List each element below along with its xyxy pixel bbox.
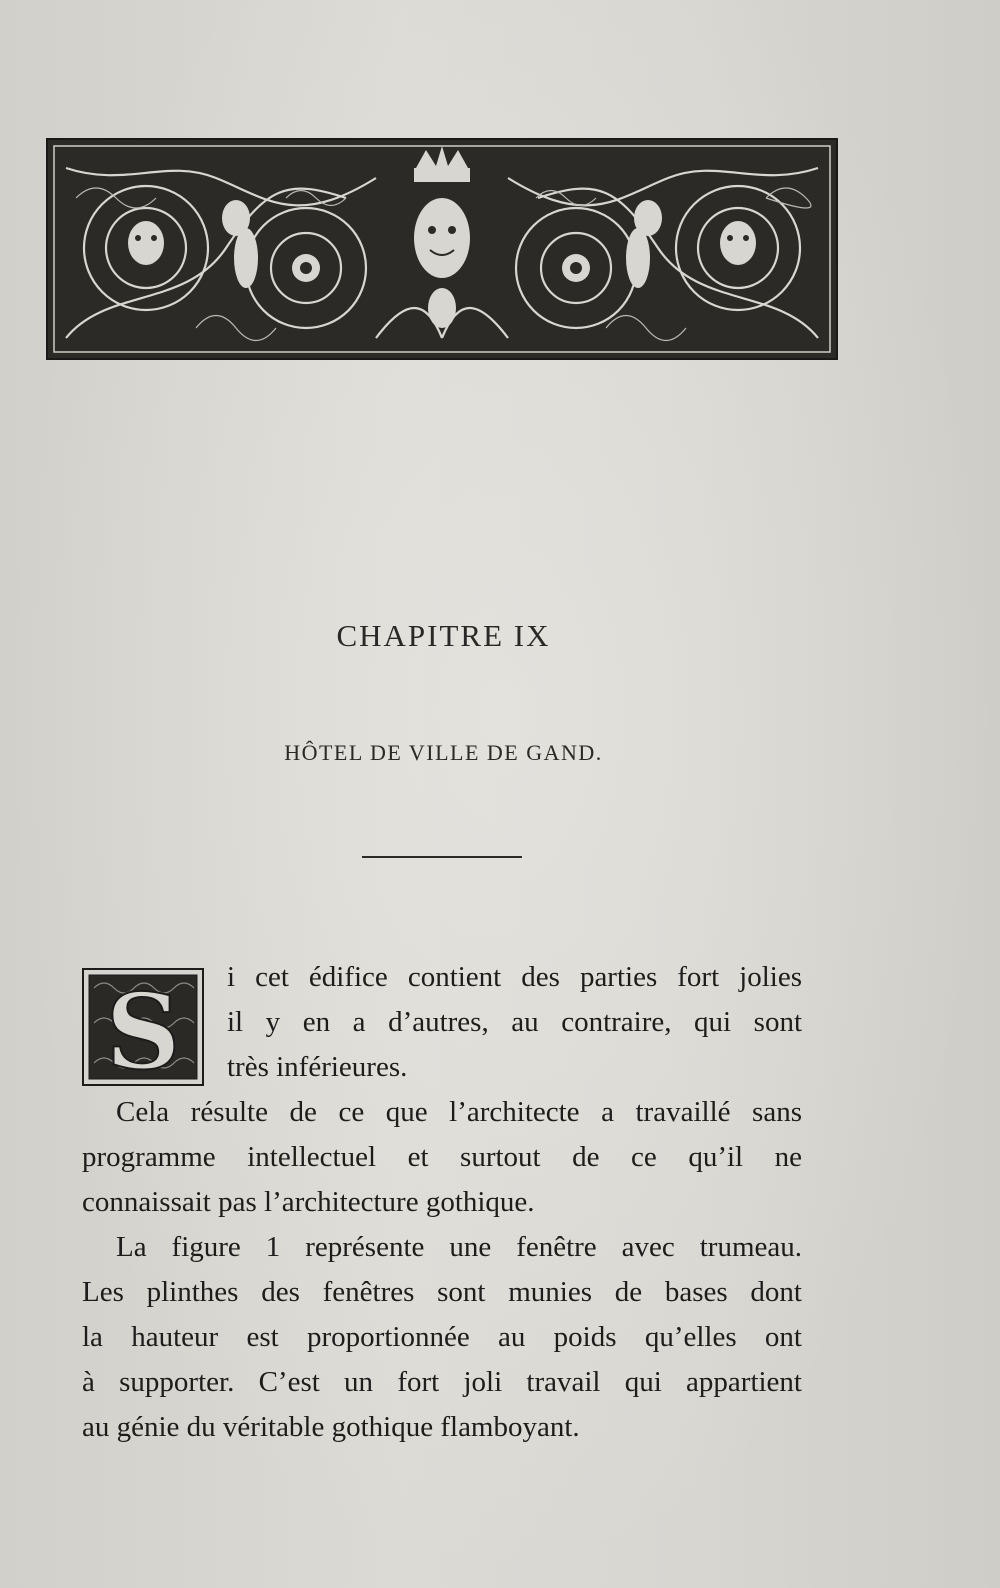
text-line: Cela résulte de ce que l’architecte a travaillé sans: [116, 1096, 802, 1128]
drop-cap-letter: S: [105, 970, 181, 1086]
text-line: à supporter. C’est un fort joli travail qui appartient: [82, 1366, 802, 1398]
text-line: au génie du véritable gothique flamboyant.: [82, 1411, 580, 1443]
section-divider: [362, 856, 522, 858]
text-line: la hauteur est proportionnée au poids qu’elles ont: [82, 1321, 802, 1353]
text-line: programme intellectuel et surtout de ce qu’il ne: [82, 1141, 802, 1173]
text-line: i cet édifice contient des parties fort jolies: [227, 961, 802, 993]
chapter-title: CHAPITRE IX: [336, 618, 551, 653]
text-line: La figure 1 représente une fenêtre avec trumeau.: [116, 1231, 802, 1263]
text-line: connaissait pas l’architecture gothique.: [82, 1186, 535, 1218]
text-line: très inférieures.: [227, 1051, 408, 1083]
text-line: Les plinthes des fenêtres sont munies de bases dont: [82, 1276, 802, 1308]
headpiece-ornament-icon: [46, 138, 838, 360]
body-text: [82, 955, 802, 1450]
chapter-subtitle: HÔTEL DE VILLE DE GAND.: [284, 740, 603, 765]
text-line: il y en a d’autres, au contraire, qui sont: [227, 1006, 802, 1038]
